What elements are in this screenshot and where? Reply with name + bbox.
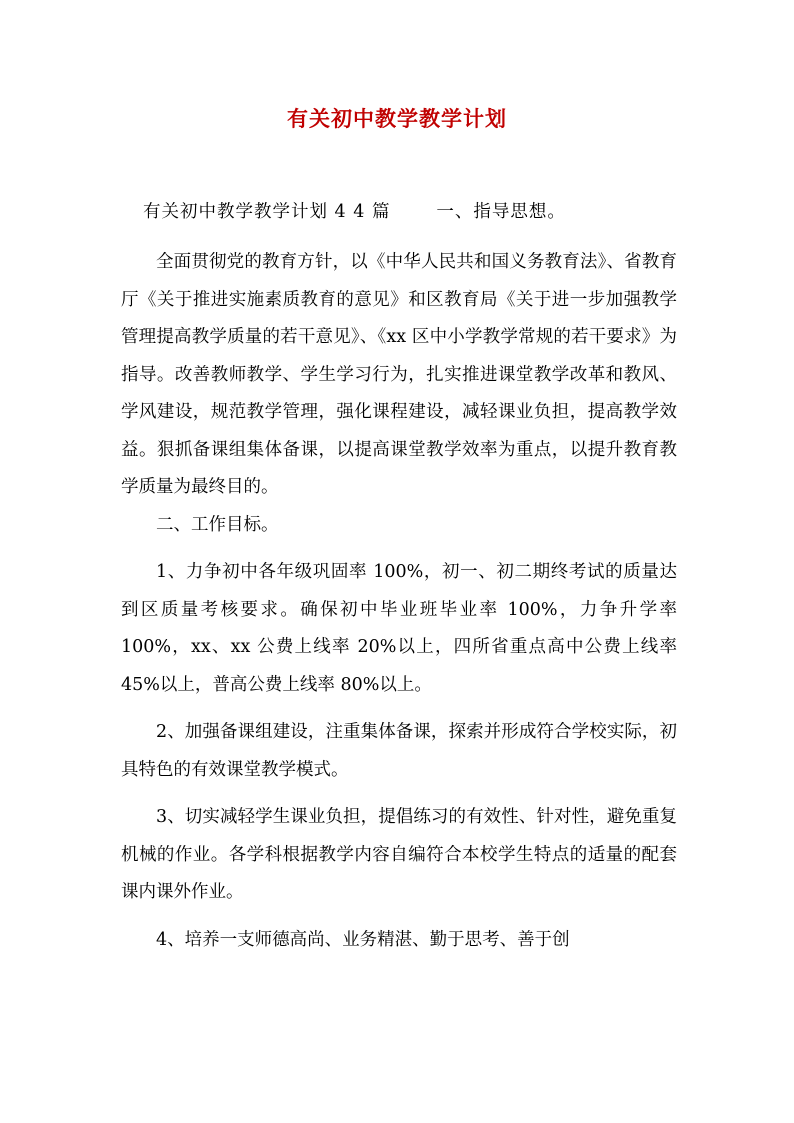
document-body xyxy=(121,244,677,959)
paragraph-goal-4: 4、培养一支师德高尚、业务精湛、勤于思考、善于创 xyxy=(156,929,570,950)
paragraph-guiding-ideology: 全面贯彻党的教育方针，以《中华人民共和国义务教育法》、省教育厅《关于推进实施素质教育的意见》和区教育局《关于进一步加强教学管理提高教学质量的若干意见》、《xx 区中小学教学常规的若干要求》为指导。改善教师教学、学生学习行为，扎实推进课堂教学改革和教风、学风建设，规范教学管理，强化课程建设，减轻课业负担，提高教学效益。狠抓备课组集体备课，以提高课堂教学效率为重点，以提升教育教学质量为最终目的。 xyxy=(121,252,677,497)
document-title: 有关初中教学教学计划 xyxy=(287,106,507,131)
paragraph-goal-3: 3、切实减轻学生课业负担，提倡练习的有效性、针对性，避免重复机械的作业。各学科根据教学内容自编符合本校学生特点的适量的配套课内课外作业。 xyxy=(121,807,677,902)
paragraph-goal-1: 1、力争初中各年级巩固率 100%，初一、初二期终考试的质量达到区质量考核要求。确保初中毕业班毕业率 100%，力争升学率 100%，xx、xx 公费上线率 20%以上，四所省重点高中公费上线率 45%以上，普高公费上线率 80%以上。 xyxy=(121,562,677,695)
paragraph-work-goals-heading: 二、工作目标。 xyxy=(156,514,279,535)
paragraph-goal-2: 2、加强备课组建设，注重集体备课，探索并形成符合学校实际，初具特色的有效课堂教学模式。 xyxy=(121,722,677,780)
document-subhead: 有关初中教学教学计划 4 4 篇 一、指导思想。 xyxy=(143,202,566,222)
